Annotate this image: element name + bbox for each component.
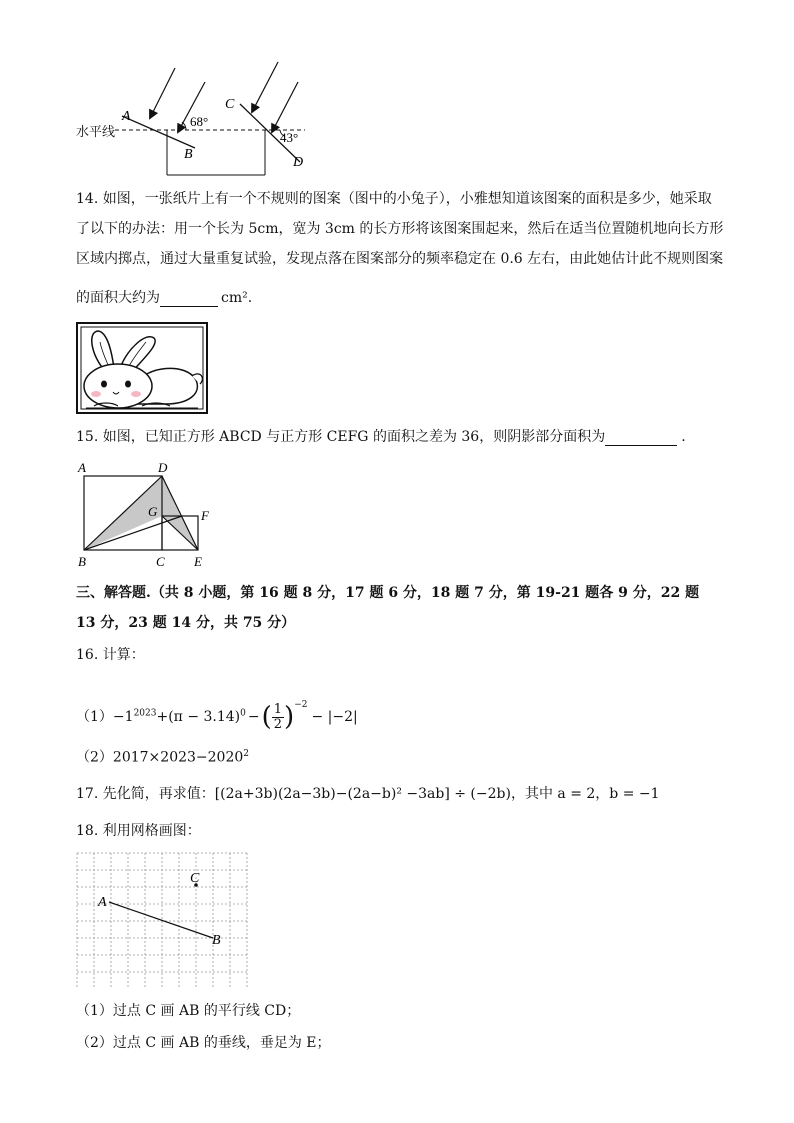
q16-p1-tail: − |−2| [311,709,358,725]
q16-p2-label: （2） [76,749,113,766]
sq-label-e: E [194,554,202,569]
q15-answer-blank[interactable] [605,431,677,446]
label-b: B [184,147,193,162]
horizon-label: 水平线 [76,125,116,140]
q16-p1-exp-a: 2023 [133,708,157,719]
q16-p1-fraction [272,703,284,732]
q15-text-body: 15. 如图，已知正方形 ABCD 与正方形 CEFG 的面积之差为 36，则阴影部分面积为 [76,429,606,445]
q14-answer-blank[interactable] [160,292,218,307]
sq-label-f: F [201,508,209,523]
q16-p2-expr: 2017×2023−2020 [112,749,244,766]
ray-4 [272,82,298,132]
q16-p1-label: （1） [76,709,113,725]
q16-p1-minus: − [247,709,260,725]
sq-label-b: B [78,554,86,569]
ray-1 [150,68,175,118]
q16-title: 16. 计算： [76,647,145,663]
grid-label-b: B [212,933,221,948]
q18-item2: （2）过点 C 画 AB 的垂线，垂足为 E； [76,1035,331,1051]
q16-part1: $(1)-1^{2023}+(\pi - 3.14)^0$ −( $\frac{1}{2}$ )$^{-2}$− |−2| [76,700,358,732]
section3-line1: 三、解答题.（共 8 小题，第 16 题 8 分，17 题 6 分，18 题 7 分，第 19-21 题各 9 分，22 题 [76,585,700,601]
q15-period: . [681,429,686,445]
rabbit-figure [76,322,208,414]
sq-label-c: C [156,554,165,569]
q14-line4-text: 的面积大约为 [76,290,160,306]
sunlight-figure [70,60,330,180]
grid-figure [76,852,248,988]
angle-68: 68° [190,114,209,129]
q14-line1: 14. 如图，一张纸片上有一个不规则的图案（图中的小兔子），小雅想知道该图案的面积是多少，她采取 [76,191,712,207]
q16-p2-exp: 2 [243,749,250,759]
q14-line2: 了以下的办法：用一个长为 5cm，宽为 3cm 的长方形将该图案围起来，然后在适当位置随机地向长方形 [76,221,724,237]
grid-label-a: A [98,895,107,910]
q15-text [76,428,686,446]
squares-figure [70,458,230,570]
q16-p1-den: 2 [273,716,283,732]
q17-text: 17. 先化简，再求值：[(2a+3b)(2a−3b)−(2a−b)² −3ab] ÷ (−2b)，其中 a = 2，b = −1 [76,786,660,802]
label-a: A [122,109,131,124]
q16-p1-num: 1 [273,701,283,717]
angle-43: 43° [280,130,299,145]
q14-unit: cm². [221,290,253,306]
sq-label-d: D [158,460,168,475]
q14-line3: 区域内掷点，通过大量重复试验，发现点落在图案部分的频率稳定在 0.6 左右，由此她估计此不规则图案 [76,251,724,267]
section3-line2: 13 分，23 题 14 分，共 75 分） [76,615,296,631]
q16-p1-exp-b: 0 [240,708,246,719]
q14-line4 [76,289,252,307]
q16-p1-term-a: −1 [112,709,134,725]
segment-ab [109,902,213,938]
q16-p1-term-b: +(π − 3.14) [156,709,241,725]
ray-3 [252,62,278,112]
sq-label-a: A [78,460,86,475]
grid-label-c: C [190,871,200,886]
q16-part2 [76,745,249,767]
q16-p1-exp-c: −2 [294,700,308,710]
label-c: C [225,97,235,112]
sq-label-g: G [148,504,158,519]
label-d: D [293,155,304,170]
q18-item1: （1）过点 C 画 AB 的平行线 CD； [76,1003,301,1019]
q18-title: 18. 利用网格画图： [76,823,201,839]
